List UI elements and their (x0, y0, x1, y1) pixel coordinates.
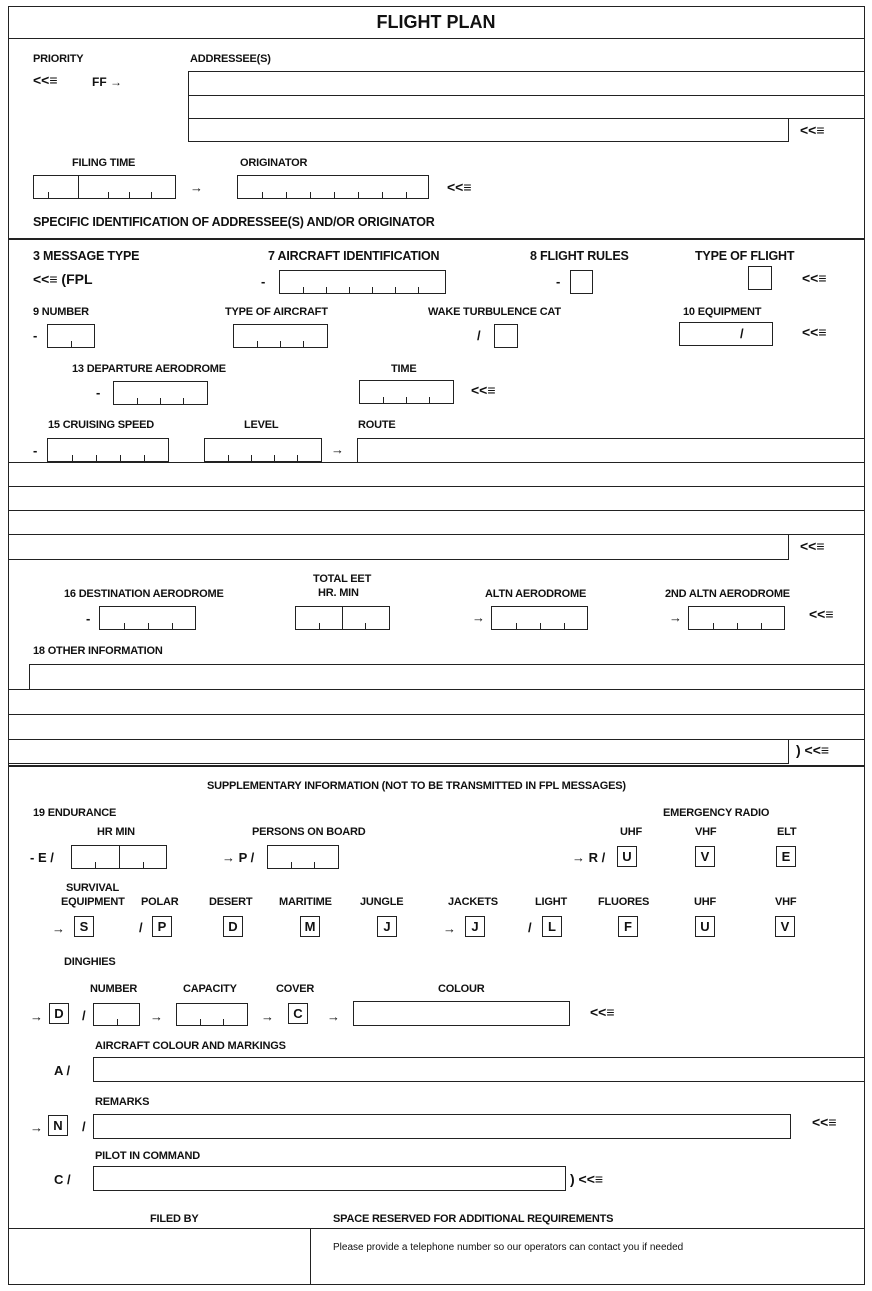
slash: / (528, 920, 532, 935)
other-info-field-4[interactable] (8, 739, 789, 764)
tick (334, 192, 335, 198)
number-label: 9 NUMBER (33, 306, 89, 318)
end-symbol-route: <<≡ (800, 538, 825, 554)
route-field-5[interactable] (8, 534, 789, 560)
tick (516, 623, 517, 629)
other-info-label: 18 OTHER INFORMATION (33, 645, 163, 657)
divider (119, 846, 120, 868)
jungle-label: JUNGLE (360, 896, 404, 908)
equipment-label: 10 EQUIPMENT (683, 306, 762, 318)
dinghy-capacity-field[interactable] (176, 1003, 248, 1026)
arrow-icon: → (261, 1009, 274, 1024)
type-of-flight-field[interactable] (748, 266, 772, 290)
wake-turbulence-label: WAKE TURBULENCE CAT (428, 306, 561, 318)
slash: / (139, 920, 143, 935)
endurance-hrmin-label: HR MIN (97, 826, 135, 838)
tick (117, 1019, 118, 1025)
tick (303, 287, 304, 293)
tick (297, 455, 298, 461)
tick (418, 287, 419, 293)
dinghy-capacity-label: CAPACITY (183, 983, 237, 995)
survival-equipment-label: EQUIPMENT (61, 896, 125, 908)
dinghies-label: DINGHIES (64, 956, 116, 968)
type-of-aircraft-label: TYPE OF AIRCRAFT (225, 306, 328, 318)
flight-rules-field[interactable] (570, 270, 593, 294)
light-box[interactable]: L (542, 916, 562, 937)
aircraft-id-field[interactable] (279, 270, 446, 294)
supplementary-heading: SUPPLEMENTARY INFORMATION (NOT TO BE TRANSMITTED IN FPL MESSAGES) (207, 780, 626, 792)
fluores-label: FLUORES (598, 896, 650, 908)
altn2-label: 2ND ALTN AERODROME (665, 588, 790, 600)
specific-identification-label: SPECIFIC IDENTIFICATION OF ADDRESSEE(S) AND/OR ORIGINATOR (33, 215, 435, 229)
addressees-label: ADDRESSEE(S) (190, 53, 271, 65)
dash: - (86, 611, 91, 626)
tick (228, 455, 229, 461)
tick (395, 287, 396, 293)
jackets-label: JACKETS (448, 896, 498, 908)
pilot-prefix: C / (54, 1172, 71, 1187)
route-label: ROUTE (358, 419, 396, 431)
aircraft-id-label: 7 AIRCRAFT IDENTIFICATION (268, 249, 440, 263)
tick (144, 455, 145, 461)
tick (429, 397, 430, 403)
message-type-value: <<≡ (FPL (33, 271, 93, 287)
route-field-1[interactable] (357, 438, 865, 463)
persons-field[interactable] (267, 845, 339, 869)
dash: - (261, 274, 266, 289)
tick (291, 862, 292, 868)
radio-vhf-label: VHF (695, 826, 717, 838)
endurance-prefix: - E / (30, 850, 54, 865)
route-field-4[interactable] (8, 510, 865, 535)
survival-label: SURVIVAL (66, 882, 120, 894)
tick (257, 341, 258, 347)
tick (143, 862, 144, 868)
end-symbol-addressee: <<≡ (800, 122, 825, 138)
originator-label: ORIGINATOR (240, 157, 308, 169)
tick (372, 287, 373, 293)
dinghy-number-label: NUMBER (90, 983, 138, 995)
tick (349, 287, 350, 293)
dash: - (556, 274, 561, 289)
polar-box[interactable]: P (152, 916, 172, 937)
pilot-label: PILOT IN COMMAND (95, 1150, 200, 1162)
dash: - (96, 385, 101, 400)
originator-field[interactable] (237, 175, 429, 199)
number-field[interactable] (47, 324, 95, 348)
dinghy-colour-field[interactable] (353, 1001, 570, 1026)
space-reserved-label: SPACE RESERVED FOR ADDITIONAL REQUIREMENTS (333, 1213, 614, 1225)
fluores-box[interactable]: F (618, 916, 638, 937)
tick (200, 1019, 201, 1025)
altn2-field[interactable] (688, 606, 785, 630)
tick (148, 623, 149, 629)
section-divider-2 (8, 765, 865, 767)
desert-label: DESERT (209, 896, 253, 908)
arrow-icon: → (443, 921, 456, 936)
departure-field[interactable] (113, 381, 208, 405)
aircraft-colour-prefix: A / (54, 1063, 71, 1078)
type-of-flight-label: TYPE OF FLIGHT (695, 249, 795, 263)
arrow-icon: → (190, 180, 203, 195)
radio-elt-box[interactable]: E (776, 846, 796, 867)
tick (274, 455, 275, 461)
slash: / (82, 1008, 86, 1023)
total-eet-label: TOTAL EET (313, 573, 372, 585)
form-title: FLIGHT PLAN (376, 12, 496, 32)
arrow-icon: → (327, 1009, 340, 1024)
tick (713, 623, 714, 629)
tick (120, 455, 121, 461)
pilot-field[interactable] (93, 1166, 566, 1191)
jungle-box[interactable]: J (377, 916, 397, 937)
tick (761, 623, 762, 629)
equipment-slash: / (740, 326, 744, 341)
tick (160, 398, 161, 404)
equipment-field[interactable] (679, 322, 773, 346)
message-type-label: 3 MESSAGE TYPE (33, 249, 140, 263)
arrow-icon: → (472, 610, 485, 625)
tick (280, 341, 281, 347)
divider (342, 607, 343, 629)
cruising-speed-field[interactable] (47, 438, 169, 462)
tick (737, 623, 738, 629)
route-field-3[interactable] (8, 486, 865, 511)
end-symbol-time: <<≡ (471, 382, 496, 398)
remarks-field[interactable] (93, 1114, 791, 1139)
tick (129, 192, 130, 198)
endurance-field[interactable] (71, 845, 167, 869)
arrow-icon: → (30, 1009, 43, 1024)
jacket-vhf-box[interactable]: V (775, 916, 795, 937)
tick (223, 1019, 224, 1025)
end-symbol-other: ) <<≡ (796, 742, 830, 758)
end-symbol-pilot: ) <<≡ (570, 1171, 604, 1187)
radio-prefix: → R / (572, 850, 606, 865)
phone-note: Please provide a telephone number so our operators can contact you if needed (333, 1242, 684, 1253)
tick (365, 623, 366, 629)
type-of-aircraft-field[interactable] (233, 324, 328, 348)
filing-time-label: FILING TIME (72, 157, 136, 169)
jacket-uhf-label: UHF (694, 896, 717, 908)
survival-box[interactable]: S (74, 916, 94, 937)
slash: / (82, 1119, 86, 1134)
level-label: LEVEL (244, 419, 279, 431)
priority-prefix: <<≡ (33, 72, 58, 88)
arrow-icon: → (150, 1009, 163, 1024)
tick (286, 192, 287, 198)
remarks-box[interactable]: N (48, 1115, 68, 1136)
addressee-field-1[interactable] (188, 71, 865, 96)
tick (124, 623, 125, 629)
persons-prefix: → P / (222, 850, 255, 865)
tick (172, 623, 173, 629)
other-info-field-3[interactable] (8, 714, 865, 740)
departure-label: 13 DEPARTURE AERODROME (72, 363, 226, 375)
end-symbol-remarks: <<≡ (812, 1114, 837, 1130)
arrow-icon: → (52, 921, 65, 936)
radio-uhf-label: UHF (620, 826, 643, 838)
filing-time-field[interactable] (33, 175, 176, 199)
end-symbol-originator: <<≡ (447, 179, 472, 195)
route-field-2[interactable] (8, 462, 865, 487)
altn-label: ALTN AERODROME (485, 588, 587, 600)
cover-box[interactable]: C (288, 1003, 308, 1024)
priority-value: FF → (92, 75, 122, 89)
other-info-field-1[interactable] (29, 664, 865, 690)
filed-by-label: FILED BY (150, 1213, 199, 1225)
priority-label: PRIORITY (33, 53, 84, 65)
slash: / (477, 328, 481, 343)
title-divider (8, 38, 865, 39)
end-symbol-equipment: <<≡ (802, 324, 827, 340)
tick (564, 623, 565, 629)
arrow-icon: → (669, 610, 682, 625)
destination-label: 16 DESTINATION AERODROME (64, 588, 224, 600)
tick (183, 398, 184, 404)
light-label: LIGHT (535, 896, 567, 908)
emergency-radio-label: EMERGENCY RADIO (663, 807, 770, 819)
end-symbol-destination: <<≡ (809, 606, 834, 622)
other-info-field-2[interactable] (8, 689, 865, 715)
dash: - (33, 443, 38, 458)
end-symbol-dinghies: <<≡ (590, 1004, 615, 1020)
departure-time-field[interactable] (359, 380, 454, 404)
desert-box[interactable]: D (223, 916, 243, 937)
tick (303, 341, 304, 347)
aircraft-colour-label: AIRCRAFT COLOUR AND MARKINGS (95, 1040, 286, 1052)
tick (262, 192, 263, 198)
radio-elt-label: ELT (777, 826, 797, 838)
tick (48, 192, 49, 198)
tick (314, 862, 315, 868)
tick (406, 192, 407, 198)
tick (326, 287, 327, 293)
tick (251, 455, 252, 461)
cruising-speed-label: 15 CRUISING SPEED (48, 419, 155, 431)
tick (151, 192, 152, 198)
flight-rules-label: 8 FLIGHT RULES (530, 249, 629, 263)
tick (382, 192, 383, 198)
addressee-field-2[interactable] (188, 95, 865, 119)
arrow-icon: → (331, 442, 344, 457)
tick (406, 397, 407, 403)
jacket-uhf-box[interactable]: U (695, 916, 715, 937)
radio-uhf-box[interactable]: U (617, 846, 637, 867)
tick (310, 192, 311, 198)
radio-vhf-box[interactable]: V (695, 846, 715, 867)
tick (95, 862, 96, 868)
persons-on-board-label: PERSONS ON BOARD (252, 826, 366, 838)
tick (137, 398, 138, 404)
jackets-box[interactable]: J (465, 916, 485, 937)
maritime-label: MARITIME (279, 896, 332, 908)
time-label: TIME (391, 363, 417, 375)
jacket-vhf-label: VHF (775, 896, 797, 908)
endurance-label: 19 ENDURANCE (33, 807, 117, 819)
polar-label: POLAR (141, 896, 179, 908)
hr-min-label: HR. MIN (318, 587, 359, 599)
section-divider-1 (8, 238, 865, 240)
tick (358, 192, 359, 198)
remarks-label: REMARKS (95, 1096, 150, 1108)
tick (108, 192, 109, 198)
end-symbol-flight: <<≡ (802, 270, 827, 286)
maritime-box[interactable]: M (300, 916, 320, 937)
dinghy-colour-label: COLOUR (438, 983, 485, 995)
addressee-field-3[interactable] (188, 118, 789, 142)
divider (78, 176, 79, 198)
tick (383, 397, 384, 403)
tick (319, 623, 320, 629)
filed-by-field[interactable] (9, 1229, 309, 1284)
tick (540, 623, 541, 629)
dash: - (33, 328, 38, 343)
wake-turbulence-field[interactable] (494, 324, 518, 348)
dinghies-box[interactable]: D (49, 1003, 69, 1024)
bottom-column-divider (310, 1228, 311, 1285)
total-eet-field[interactable] (295, 606, 390, 630)
destination-field[interactable] (99, 606, 196, 630)
tick (96, 455, 97, 461)
tick (72, 455, 73, 461)
altn-field[interactable] (491, 606, 588, 630)
aircraft-colour-field[interactable] (93, 1057, 865, 1082)
tick (71, 341, 72, 347)
dinghy-cover-label: COVER (276, 983, 315, 995)
level-field[interactable] (204, 438, 322, 462)
dinghy-number-field[interactable] (93, 1003, 140, 1026)
arrow-icon: → (30, 1120, 43, 1135)
